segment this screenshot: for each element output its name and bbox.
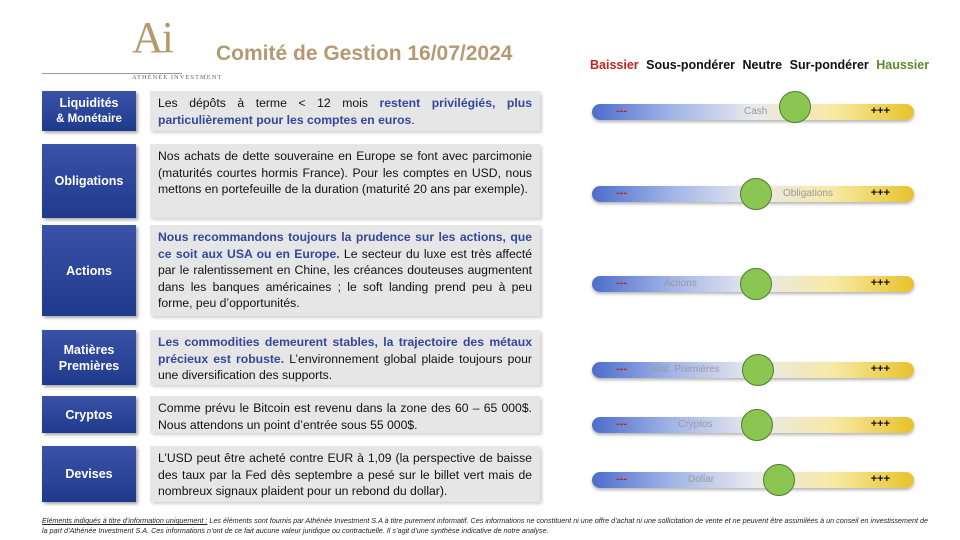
- text-liquidites: [150, 91, 540, 131]
- disclaimer: [42, 516, 932, 536]
- gauge-name: Actions: [664, 278, 697, 289]
- text-obligations: [150, 144, 540, 218]
- page-title: Comité de Gestion 16/07/2024: [216, 42, 513, 65]
- logo-mark: Ai: [132, 13, 172, 62]
- text-devises: [150, 446, 540, 502]
- gauge-minus: ---: [616, 473, 627, 485]
- scale-underweight: Sous-pondérer: [646, 58, 736, 72]
- gauge-name: Cash: [744, 106, 768, 117]
- logo-brand: ATHÉNÉE INVESTMENT: [132, 74, 223, 81]
- label-line1: Matières: [63, 342, 115, 357]
- text-cryptos: [150, 396, 540, 433]
- gauge-name: Dollar: [688, 474, 715, 485]
- gauge-plus: +++: [870, 418, 890, 430]
- text-end: .: [411, 112, 415, 127]
- position-marker-dollar: [763, 464, 795, 496]
- gauge-minus: ---: [616, 418, 627, 430]
- gauge-name: Mat. Premières: [652, 364, 720, 375]
- gauge-minus: ---: [616, 187, 627, 199]
- scale-neutral: Neutre: [742, 58, 783, 72]
- position-marker-cryptos: [741, 409, 773, 441]
- gauge-name: Cryptos: [678, 419, 713, 430]
- scale-overweight: Sur-pondérer: [789, 58, 869, 72]
- label-matieres-premieres: [42, 330, 136, 385]
- scale-bearish: Baissier: [590, 58, 639, 72]
- text-plain: L’environnement global plaide toujours pour une diversification des supports.: [158, 351, 532, 382]
- text-body: L’USD peut être acheté contre EUR à 1,09 (la perspective de baisse des taux par la Fed dès septembre a pesé sur le billet vert mais de nombreux signaux plaident pour un rebond du dollar).: [158, 451, 532, 498]
- gauge-plus: +++: [870, 105, 890, 117]
- position-marker-matieres-premieres: [742, 354, 774, 386]
- gauge-minus: ---: [616, 363, 627, 375]
- label-text: Actions: [66, 263, 112, 278]
- gauge-plus: +++: [870, 363, 890, 375]
- text-highlight: Nous recommandons toujours la prudence sur les actions, que ce soit aux USA ou en Europe.: [158, 230, 532, 261]
- label-line1: Liquidités: [59, 96, 119, 110]
- gauge-plus: +++: [870, 473, 890, 485]
- disclaimer-text: Les éléments sont fournis par Athénée Investment S.A à titre purement informatif. Ces informations ne constituent ni une offre d’achat ni une sollicitation de vente et ne peuvent être assimilées à un conseil en investissement de la part d’Athénée Investment S.A. Ces informations n’ont de ce fait aucune valeur juridique ou contractuelle. Il s’agit d’une synthèse indicative de notre analyse.: [42, 516, 929, 535]
- label-devises: [42, 446, 136, 502]
- position-marker-actions: [740, 268, 772, 300]
- label-line2: Premières: [58, 358, 120, 373]
- disclaimer-lead: Eléments indiqués à titre d’information uniquement :: [42, 516, 208, 525]
- label-obligations: [42, 144, 136, 218]
- label-text: Obligations: [54, 174, 124, 188]
- text-highlight: Les commodities demeurent stables, la trajectoire des métaux précieux est robuste.: [158, 335, 532, 366]
- label-liquidites: [42, 91, 136, 131]
- label-text: Cryptos: [65, 407, 113, 422]
- text-plain: Le secteur du luxe est très affecté par le ralentissement en Chine, les créances douteuses augmentent dans les banques américaines ; le soft landing prend peu à peu forme, peu d’opportunités.: [158, 246, 532, 310]
- gauge-cash: [592, 104, 914, 120]
- gauge-plus: +++: [870, 187, 890, 199]
- gauge-name: Obligations: [783, 188, 834, 199]
- gauge-minus: ---: [616, 277, 627, 289]
- label-cryptos: [42, 396, 136, 433]
- gauge-dollar: [592, 472, 914, 488]
- scale-legend: [590, 58, 933, 72]
- label-actions: [42, 225, 136, 316]
- gauge-plus: +++: [870, 277, 890, 289]
- position-marker-obligations: [740, 178, 772, 210]
- gauge-minus: ---: [616, 105, 627, 117]
- text-body: Comme prévu le Bitcoin est revenu dans la zone des 60 – 65 000$. Nous attendons un point d’entrée sous 55 000$.: [158, 401, 532, 432]
- position-marker-cash: [779, 91, 811, 123]
- text-plain: Les dépôts à terme < 12 mois: [158, 96, 380, 110]
- label-line2: & Monétaire: [56, 113, 122, 125]
- text-highlight: restent privilégiés, plus particulièrement pour les comptes en euros: [158, 96, 532, 127]
- text-matieres-premieres: [150, 330, 540, 385]
- text-actions: [150, 225, 540, 316]
- text-body: Nos achats de dette souveraine en Europe se font avec parcimonie (maturités courtes hormis France). Pour les comptes en USD, nous mettons en portefeuille de la duration (maturité 20 ans par exemple).: [158, 149, 532, 196]
- scale-bullish: Haussier: [876, 58, 930, 72]
- athenee-logo: [42, 13, 223, 81]
- label-text: Devises: [65, 467, 113, 481]
